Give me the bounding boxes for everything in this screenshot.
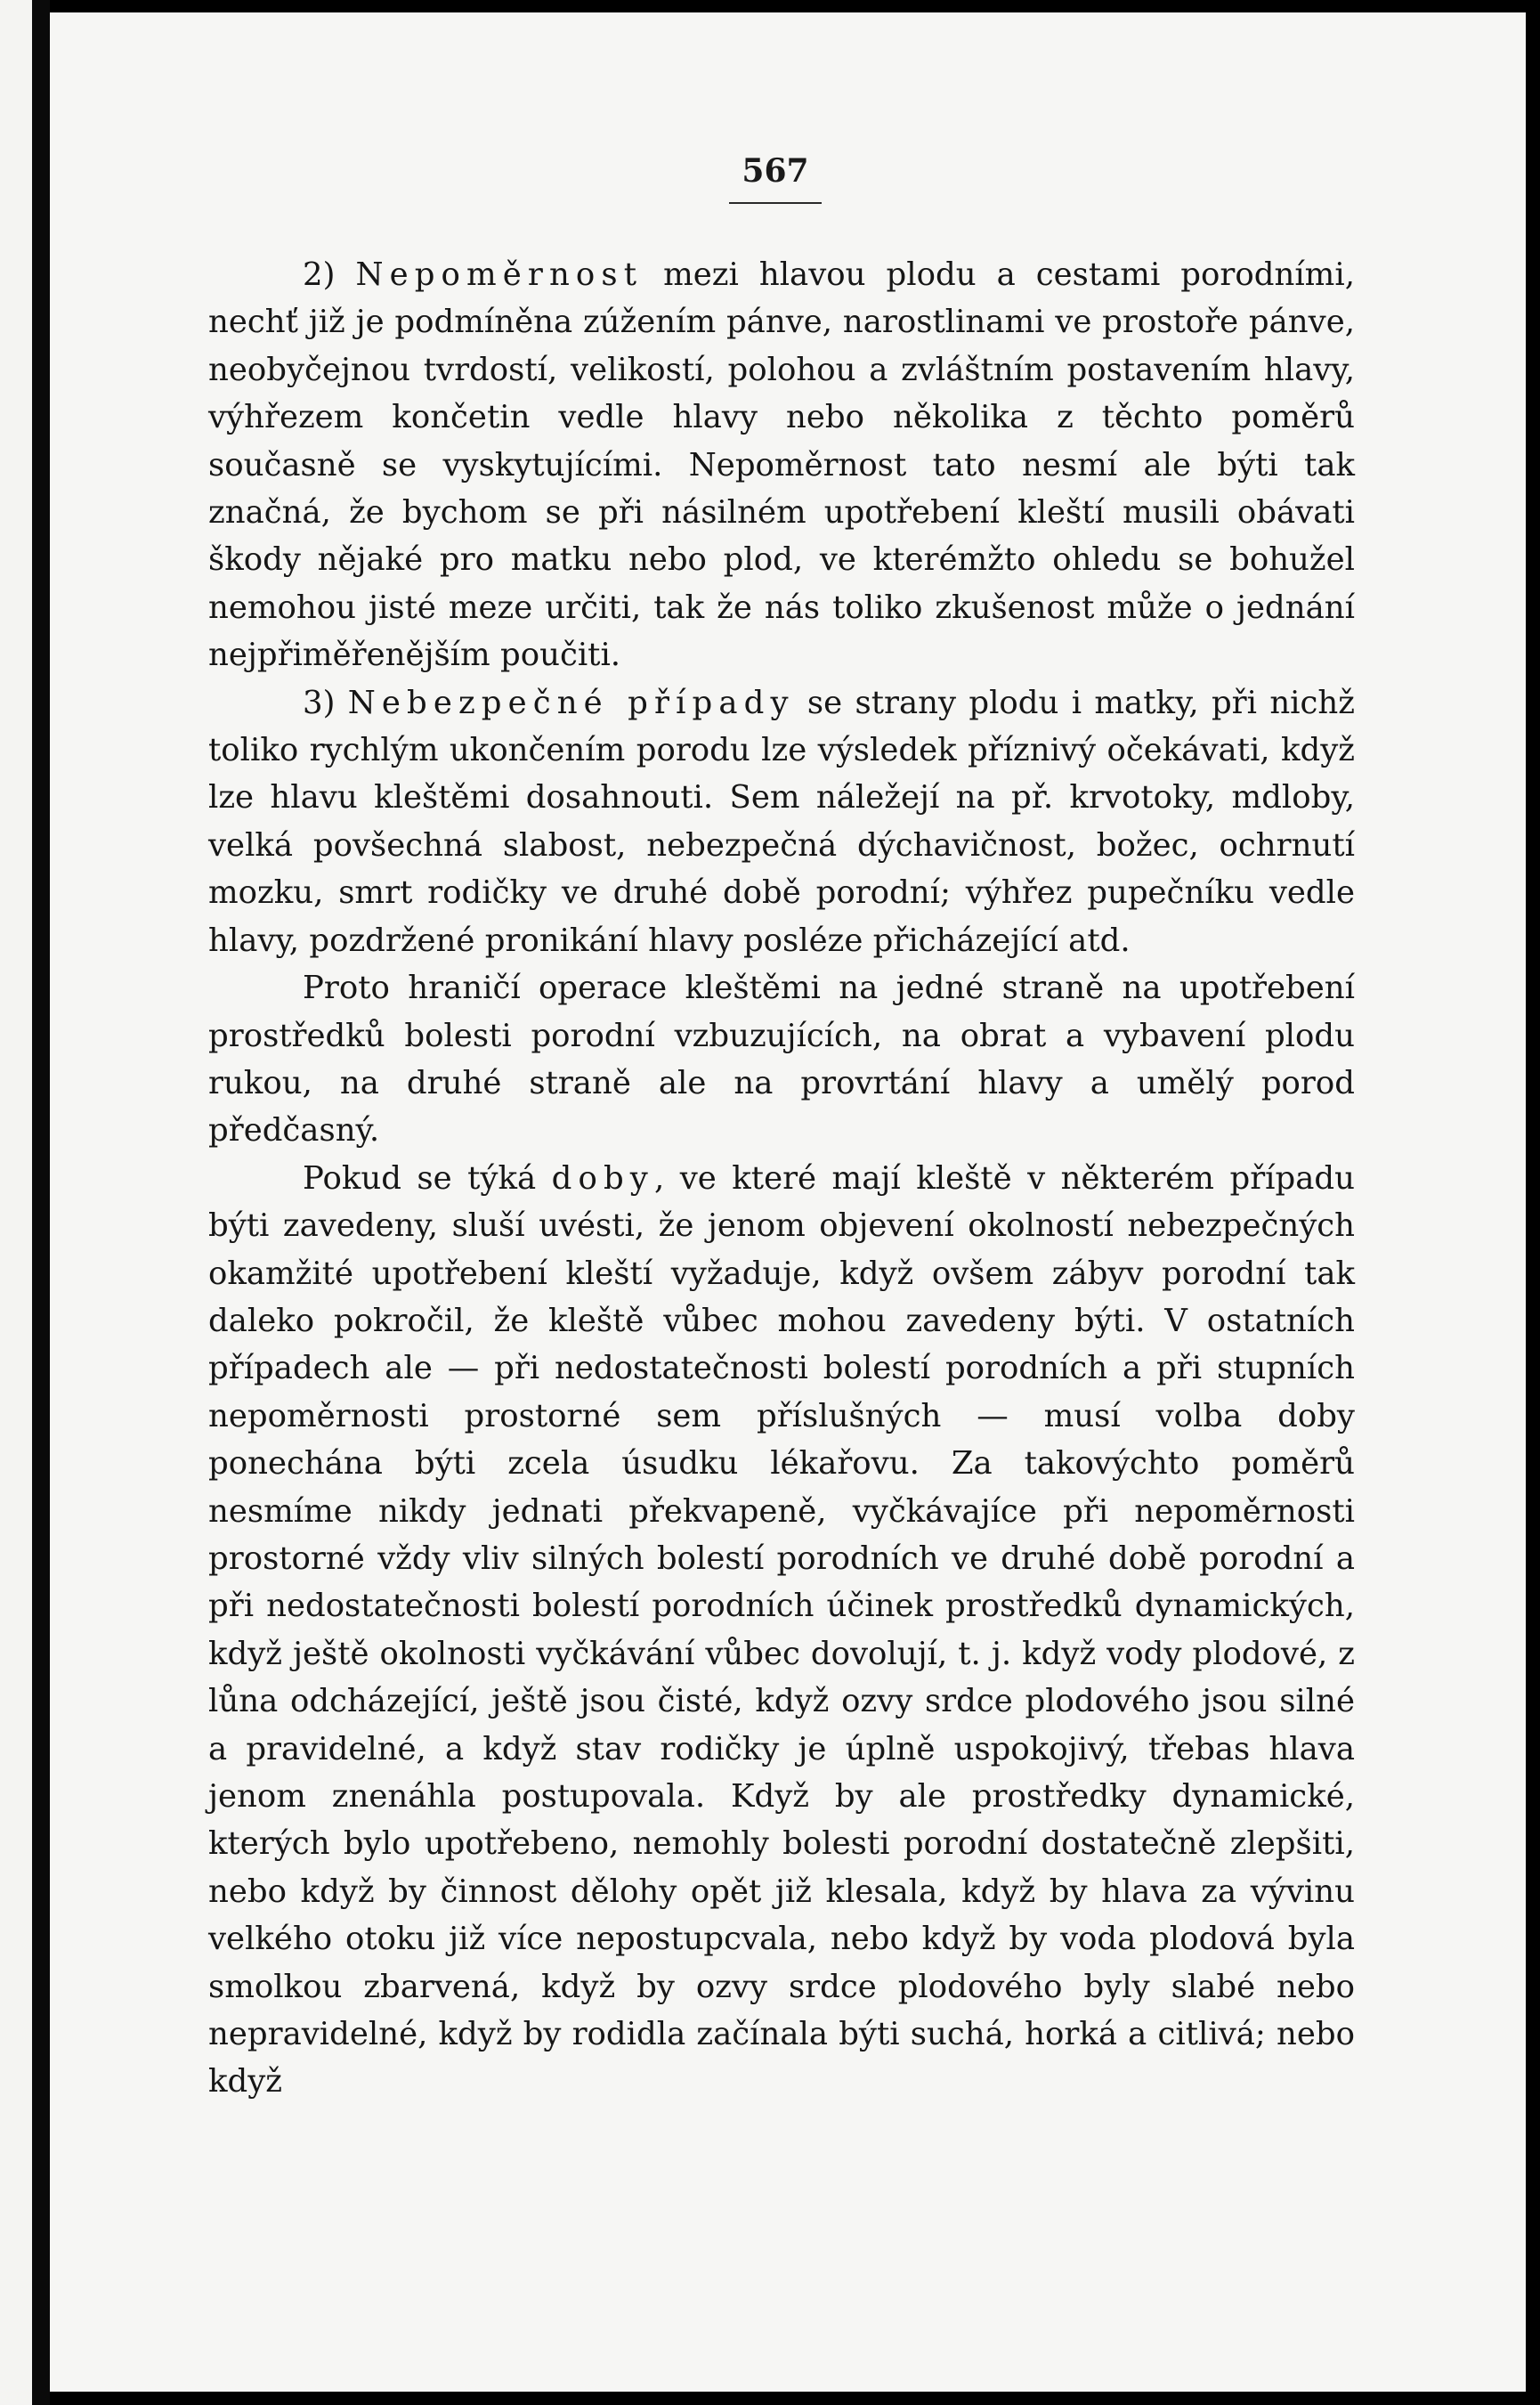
spaced-term: Nebezpečné případy xyxy=(347,684,795,721)
paragraph: 3) Nebezpečné případy se strany plodu i matky, při nichž toliko rychlým ukončením porodu lze výsledek příznivý očekávati, když lze hlavu kleštěmi dosahnouti. Sem náležejí na př. krvotoky, mdloby, velká povšechná slabost, nebezpečná dýchavičnost, božec, ochrnutí mozku, smrt rodičky ve druhé době porodní; výhřez pupečníku vedle hlavy, pozdržené pronikání hlavy posléze přicházející atd. xyxy=(208,684,1355,959)
spaced-term: Nepoměrnost xyxy=(355,256,644,293)
paragraph: Proto hraničí operace kleštěmi na jedné straně na upotřebení prostředků bolesti porodní vzbuzujících, na obrat a vybavení plodu rukou, na druhé straně ale na provrtání hlavy a umělý porod předčasný. xyxy=(208,970,1355,1150)
scan-gutter xyxy=(32,0,50,2405)
paragraph: Pokud se týká doby, ve které mají kleště v některém případu býti zavedeny, sluší uvésti, že jenom objevení okolností nebezpečných okamžité upotřebení kleští vyžaduje, když ovšem zábyv porodní tak daleko pokročil, že kleště vůbec mohou zavedeny býti. V ostatních případech ale — při nedostatečnosti bolestí porodních a při stupních nepoměrnosti prostorné sem příslušných — musí volba doby ponechána býti zcela úsudku lékařovu. Za takovýchto poměrů nesmíme nikdy jednati překvapeně, vyčkávajíce při nepoměrnosti prostorné vždy vliv silných bolestí porodních ve druhé době porodní a při nedostatečnosti bolestí porodních účinek prostředků dynamických, když ještě okolnosti vyčkávání vůbec dovolují, t. j. když vody plodové, z lůna odcházející, ještě jsou čisté, když ozvy srdce plodového jsou silné a pravidelné, a když stav rodičky je úplně uspokojivý, třebas hlava jenom znenáhla postupovala. Když by ale prostředky dynamické, kterých bylo upotřebeno, nemohly bolesti porodní dostatečně zlepšiti, nebo když by činnost dělohy opět již klesala, když by hlava za vývinu velkého otoku již více nepostupcvala, nebo když by voda plodová byla smolkou zbarvená, když by ozvy srdce plodového byly slabé nebo nepravidelné, když by rodidla začínala býti suchá, horká a citlivá; nebo když xyxy=(208,1159,1355,2100)
spaced-term: doby xyxy=(551,1159,654,1197)
paragraph: 2) Nepoměrnost mezi hlavou plodu a cestami porodními, nechť již je podmíněna zúžením pánve, narostlinami ve prostoře pánve, neobyčejnou tvrdostí, velikostí, polohou a zvláštním postavením hlavy, výhřezem končetin vedle hlavy nebo několika z těchto poměrů současně se vyskytujícími. Nepoměrnost tato nesmí ale býti tak značná, že bychom se při násilném upotřebení kleští musili obávati škody nějaké pro matku nebo plod, ve kterémžto ohledu se bohužel nemohou jisté meze určiti, tak že nás toliko zkušenost může o jednání nejpřiměřenějším poučiti. xyxy=(208,256,1355,674)
page-number-underline xyxy=(729,202,822,204)
adjacent-page-edge xyxy=(0,0,32,2405)
book-page xyxy=(50,12,1526,2392)
page-number: 567 xyxy=(742,152,809,190)
body-text xyxy=(208,251,1355,2106)
